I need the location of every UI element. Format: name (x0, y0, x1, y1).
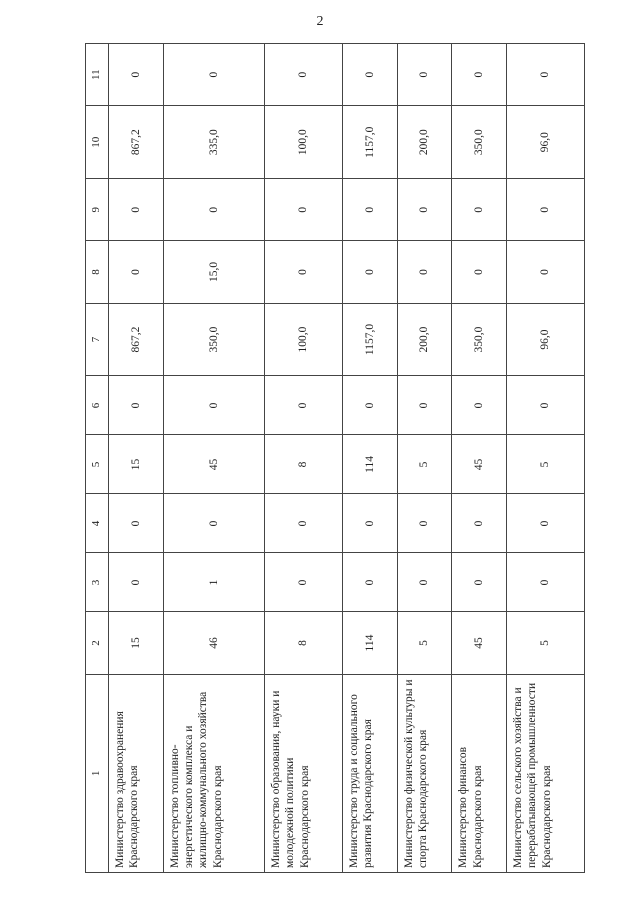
value-cell: 45 (452, 435, 507, 494)
value-cell: 0 (397, 376, 452, 435)
value-cell: 867,2 (109, 303, 164, 376)
value-cell: 45 (452, 612, 507, 674)
table-row (506, 44, 584, 873)
value-cell: 0 (342, 494, 397, 553)
table-row (452, 44, 507, 873)
column-header-4: 4 (86, 494, 109, 553)
data-table (85, 43, 585, 873)
table-row (397, 44, 452, 873)
value-cell: 350,0 (452, 303, 507, 376)
value-cell: 0 (506, 179, 584, 241)
value-cell: 0 (109, 553, 164, 612)
value-cell: 0 (264, 494, 342, 553)
column-header-2: 2 (86, 612, 109, 674)
column-header-8: 8 (86, 241, 109, 303)
value-cell: 0 (506, 241, 584, 303)
value-cell: 0 (397, 241, 452, 303)
value-cell: 46 (163, 612, 264, 674)
value-cell: 0 (397, 44, 452, 106)
ministry-name-cell: Министерство финансов Краснодарского края (452, 674, 507, 872)
value-cell: 350,0 (163, 303, 264, 376)
value-cell: 100,0 (264, 106, 342, 179)
value-cell: 100,0 (264, 303, 342, 376)
value-cell: 0 (452, 44, 507, 106)
value-cell: 200,0 (397, 106, 452, 179)
table-body (109, 44, 585, 873)
column-header-5: 5 (86, 435, 109, 494)
value-cell: 0 (264, 179, 342, 241)
value-cell: 335,0 (163, 106, 264, 179)
table-row (264, 44, 342, 873)
value-cell: 867,2 (109, 106, 164, 179)
value-cell: 0 (109, 376, 164, 435)
value-cell: 96,0 (506, 106, 584, 179)
rotated-table-container (85, 43, 585, 873)
value-cell: 0 (506, 494, 584, 553)
value-cell: 0 (342, 241, 397, 303)
value-cell: 0 (109, 44, 164, 106)
value-cell: 0 (397, 179, 452, 241)
value-cell: 5 (397, 435, 452, 494)
ministry-name-cell: Министерство образования, науки и молодежной политики Краснодарского края (264, 674, 342, 872)
column-header-3: 3 (86, 553, 109, 612)
value-cell: 45 (163, 435, 264, 494)
header-row (86, 44, 109, 873)
value-cell: 0 (264, 241, 342, 303)
value-cell: 1157,0 (342, 303, 397, 376)
value-cell: 0 (506, 44, 584, 106)
value-cell: 1157,0 (342, 106, 397, 179)
column-header-9: 9 (86, 179, 109, 241)
value-cell: 0 (163, 44, 264, 106)
ministry-name-cell: Министерство труда и социального развития Краснодарского края (342, 674, 397, 872)
value-cell: 0 (342, 44, 397, 106)
value-cell: 96,0 (506, 303, 584, 376)
column-header-6: 6 (86, 376, 109, 435)
value-cell: 15 (109, 435, 164, 494)
value-cell: 8 (264, 612, 342, 674)
value-cell: 0 (452, 179, 507, 241)
value-cell: 1 (163, 553, 264, 612)
value-cell: 15,0 (163, 241, 264, 303)
column-header-7: 7 (86, 303, 109, 376)
value-cell: 0 (109, 179, 164, 241)
value-cell: 0 (452, 494, 507, 553)
value-cell: 0 (109, 494, 164, 553)
value-cell: 15 (109, 612, 164, 674)
ministry-name-cell: Министерство физической культуры и спорта Краснодарского края (397, 674, 452, 872)
value-cell: 0 (452, 553, 507, 612)
table-row (342, 44, 397, 873)
column-header-1: 1 (86, 674, 109, 872)
page-number: 2 (316, 14, 324, 29)
table-row (109, 44, 164, 873)
value-cell: 0 (506, 376, 584, 435)
value-cell: 0 (452, 376, 507, 435)
value-cell: 0 (264, 553, 342, 612)
value-cell: 0 (342, 553, 397, 612)
value-cell: 0 (264, 44, 342, 106)
table-row (163, 44, 264, 873)
ministry-name-cell: Министерство сельского хозяйства и перерабатывающей промышленности Краснодарского края (506, 674, 584, 872)
value-cell: 0 (452, 241, 507, 303)
value-cell: 5 (506, 435, 584, 494)
value-cell: 0 (506, 553, 584, 612)
value-cell: 5 (397, 612, 452, 674)
value-cell: 0 (342, 376, 397, 435)
ministry-name-cell: Министерство топливно-энергетического комплекса и жилищно-коммунального хозяйства Краснодарского края (163, 674, 264, 872)
column-header-10: 10 (86, 106, 109, 179)
value-cell: 0 (397, 553, 452, 612)
value-cell: 200,0 (397, 303, 452, 376)
value-cell: 0 (264, 376, 342, 435)
value-cell: 350,0 (452, 106, 507, 179)
table-landscape (85, 43, 585, 873)
value-cell: 0 (163, 376, 264, 435)
ministry-name-cell: Министерство здравоохранения Краснодарского края (109, 674, 164, 872)
value-cell: 0 (109, 241, 164, 303)
value-cell: 114 (342, 435, 397, 494)
value-cell: 0 (163, 179, 264, 241)
value-cell: 5 (506, 612, 584, 674)
value-cell: 8 (264, 435, 342, 494)
value-cell: 114 (342, 612, 397, 674)
value-cell: 0 (342, 179, 397, 241)
column-header-11: 11 (86, 44, 109, 106)
value-cell: 0 (397, 494, 452, 553)
value-cell: 0 (163, 494, 264, 553)
